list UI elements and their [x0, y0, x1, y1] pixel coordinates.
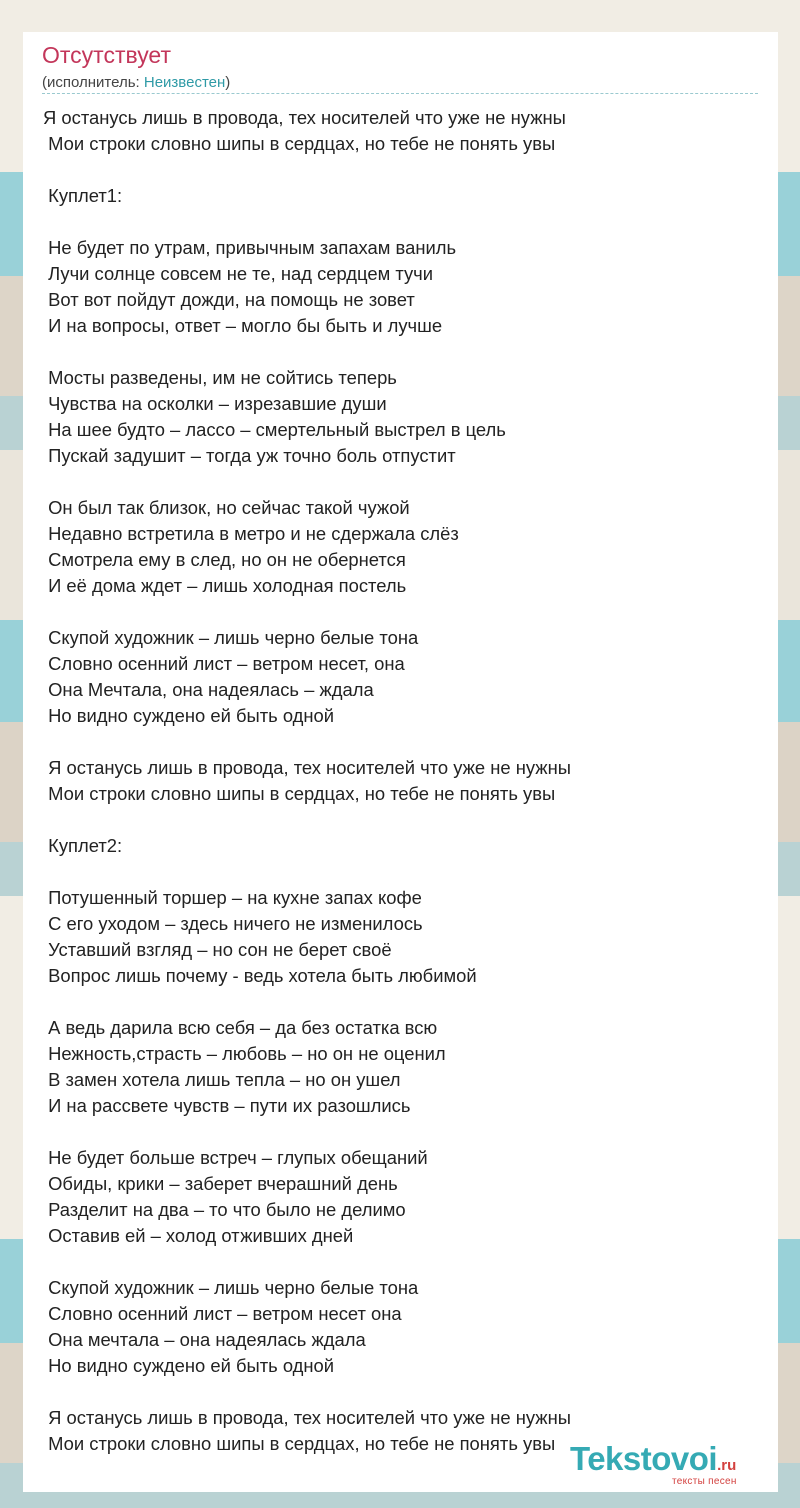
artist-prefix: (исполнитель: [42, 74, 144, 91]
logo-domain: .ru [717, 1457, 737, 1474]
song-title: Отсутствует [42, 42, 171, 68]
artist-link[interactable]: Неизвестен [143, 74, 226, 91]
logo-name: Tekstovoi [570, 1440, 718, 1477]
site-logo[interactable] [570, 1440, 785, 1500]
logo-wordmark [570, 1440, 736, 1478]
artist-line [42, 74, 230, 91]
artist-suffix: ) [225, 74, 231, 91]
logo-tagline: тексты песен [672, 1476, 737, 1487]
title-divider [42, 93, 758, 94]
lyrics-card [23, 32, 778, 1492]
lyrics-text: Я останусь лишь в провода, тех носителей что уже не нужны Мои строки словно шипы в сердцах, но тебе не понять увы Куплет1: Не будет по утрам, привычным запахам ваниль Лучи солнце совсем не те, над сердцем тучи Вот вот пойдут дожди, на помощь не зовет И на вопросы, ответ – могло бы быть и лучше Мосты разведены, им не сойтись теперь Чувства на осколки – изрезавшие души На шее будто – лассо – смертельный выстрел в цель Пускай задушит – тогда уж точно боль отпустит Он был так близок, но сейчас такой чужой Недавно встретила в метро и не сдержала слёз Смотрела ему в след, но он не обернется И её дома ждет – лишь холодная постель Скупой художник – лишь черно белые тона Словно осенний лист – ветром несет, она Она Мечтала, она надеялась – ждала Но видно суждено ей быть одной Я останусь лишь в провода, тех носителей что уже не нужны Мои строки словно шипы в сердцах, но тебе не понять увы Куплет2: Потушенный торшер – на кухне запах кофе С его уходом – здесь ничего не изменилось Уставший взгляд – но сон не берет своё Вопрос лишь почему - ведь хотела быть любимой А ведь дарила всю себя – да без остатка всю Нежность,страсть – любовь – но он не оценил В замен хотела лишь тепла – но он ушел И на рассвете чувств – пути их разошлись Не будет больше встреч – глупых обещаний Обиды, крики – заберет вчерашний день Разделит на два – то что было не делимо Оставив ей – холод отживших дней Скупой художник – лишь черно белые тона Словно осенний лист – ветром несет она Она мечтала – она надеялась ждала Но видно суждено ей быть одной Я останусь лишь в провода, тех носителей что уже не нужны Мои строки словно шипы в сердцах, но тебе не понять увы [43, 107, 571, 1454]
